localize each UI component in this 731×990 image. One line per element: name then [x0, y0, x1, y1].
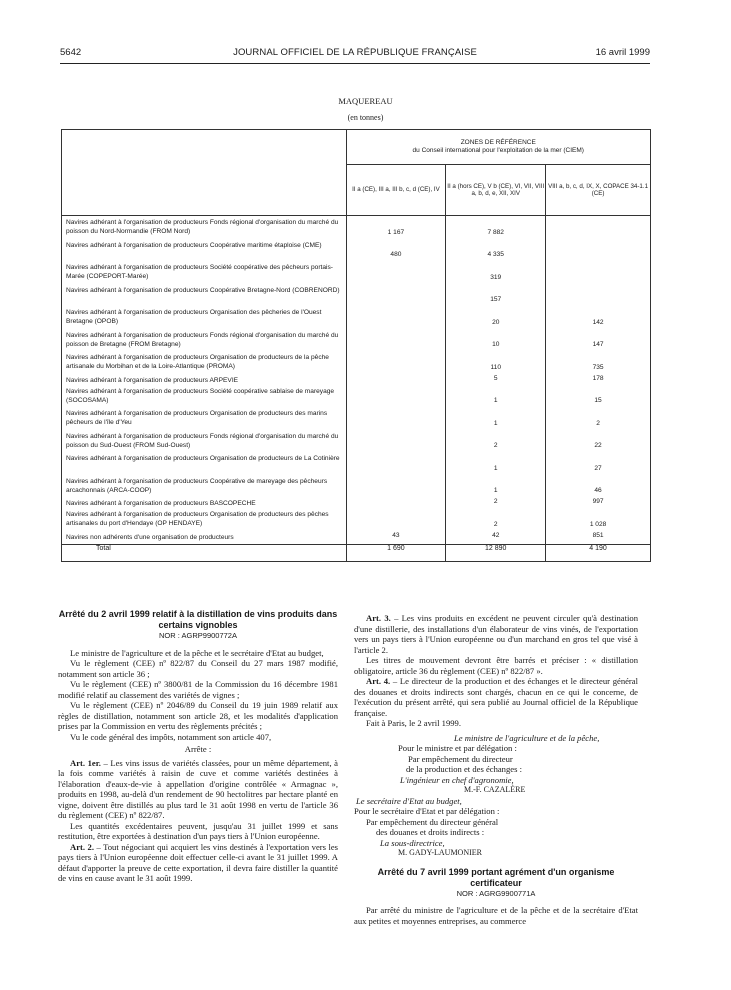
row-label: Navires adhérant à l'organisation de producteurs Coopérative de mareyage des pêcheurs arcachonnais (ARCA-COOP) [66, 477, 328, 494]
signature-line: Pour le ministre et par délégation : [398, 743, 517, 753]
article-2 [58, 842, 338, 884]
date-line: Fait à Paris, le 2 avril 1999. [366, 718, 461, 728]
article-text: – Les vins produits en excédent ne peuvent circuler qu'à destination d'une distillerie, des installations d'un élaborateur de vins vinés, de l'exportation vers un pays tiers à l'Union européenne ou d'un marchand en gros tel que visé à l'article 2. [354, 613, 638, 655]
total-label: Total [62, 544, 347, 561]
table-title: MAQUEREAU [338, 96, 393, 106]
row-label: Navires adhérant à l'organisation de producteurs Fonds régional d'organisation du marché du poisson du Sud-Ouest (FROM Sud-Ouest) [66, 432, 339, 449]
zone-title: ZONES DE RÉFÉRENCE [460, 139, 536, 146]
signatory-name: M.-F. CAZALÈRE [464, 785, 526, 794]
row-value [347, 430, 446, 453]
row-label: Navires adhérant à l'organisation de producteurs Fonds régional d'organisation du marché du poisson du Nord-Normandie (FROM Nord) [66, 219, 339, 235]
paragraph: Les quantités excédentaires peuvent, jusqu'au 31 juillet 1999 et sans restitution, être exportées à destination d'un pays tiers à l'Union européenne. [58, 820, 338, 841]
row-label: Navires adhérant à l'organisation de producteurs Organisation de producteurs de la pêche artisanale du Morbihan et de la Loire-Atlantique (PROMA) [66, 354, 329, 370]
arrete-heading: Arrête : [184, 744, 212, 754]
paragraph: Par arrêté du ministre de l'agriculture et de la pêche et de la secrétaire d'Etat aux petites et moyennes entreprises, au commerce [354, 905, 638, 926]
row-labels [62, 216, 347, 545]
nor-reference: NOR : AGRG9900771A [456, 888, 536, 898]
row-value: 2 [493, 520, 498, 528]
column-values-3 [546, 216, 651, 545]
row-value [347, 497, 446, 508]
signature-line: L'ingénieur en chef d'agronomie, [400, 774, 514, 785]
paragraph: Vu le règlement (CEE) nº 2046/89 du Conseil du 19 juin 1989 relatif aux règles de distillation, notamment son article 28, et les modalités d'application prises par la Commission en vertu des règlements précités ; [58, 700, 338, 731]
row-value [347, 351, 446, 374]
row-value: 2 [493, 498, 498, 505]
row-value: 46 [594, 487, 602, 494]
row-value: 20 [492, 318, 500, 326]
row-value [347, 407, 446, 430]
row-value [546, 284, 650, 307]
decree-title: Arrêté du 2 avril 1999 relatif à la distillation de vins produits dans certains vignobles [58, 609, 338, 630]
row-value: 480 [390, 251, 402, 258]
row-value [347, 385, 446, 408]
row-value: 7 882 [487, 228, 504, 236]
row-label: Navires adhérant à l'organisation de producteurs Organisation de producteurs des marins pêcheurs de l'île d'Yeu [66, 410, 328, 426]
row-value: 851 [592, 531, 604, 539]
column-header: II a (hors CE), V b (CE), VI, VII, VIII a, b, d, e, XII, XIV [446, 165, 546, 216]
row-value: 997 [592, 498, 604, 505]
row-value: 27 [594, 464, 602, 472]
column-values-2 [446, 216, 546, 545]
row-value: 1 [493, 397, 498, 404]
total-value: 12 890 [446, 544, 546, 561]
article-text: – Les vins issus de variétés classées, pour un même département, à la fois comme variétés à raisin de cuve et comme variétés destinées à l'élaboration d'eaux-de-vie à appellation d'origine contrôlée « Armagnac », produits en 1998, au-delà d'un rendement de 90 hectolitres par hectare planté en vigne, doivent être distillés au plus tard le 31 août 1998 en vertu de l'article 36 du règlement (CEE) nº 822/87. [58, 757, 338, 820]
row-value [347, 452, 446, 475]
row-value [347, 284, 446, 307]
row-value [347, 329, 446, 352]
row-label: Navires adhérant à l'organisation de producteurs Organisation de producteurs des pêches artisanales du port d'Hendaye (OP HENDAYE) [66, 511, 329, 527]
total-row [62, 544, 651, 561]
row-value [347, 261, 446, 284]
row-label: Navires adhérant à l'organisation de producteurs Coopérative maritime étaploise (CME) [66, 241, 322, 249]
total-value: 1 690 [346, 544, 446, 561]
article-text: – Le directeur de la production et des échanges et le directeur général des douanes et droits indirects sont chargés, chacun en ce qui le concerne, de l'exécution du présent arrêté, qui sera publié au Journal officiel de la République française. [354, 676, 638, 718]
paragraph: Vu le règlement (CEE) nº 822/87 du Conseil du 27 mars 1987 modifié, notamment son article 36 ; [58, 658, 338, 679]
row-label: Navires non adhérents d'une organisation de producteurs [66, 533, 234, 541]
row-value [347, 508, 446, 531]
row-label: Navires adhérant à l'organisation de producteurs Organisation des pêcheries de l'Ouest Bretagne (OPOB) [66, 309, 322, 325]
signature-line: Le ministre de l'agriculture et de la pêche, [454, 732, 600, 743]
signature-line: Le secrétaire d'Etat au budget, [356, 795, 462, 806]
row-value: 5 [493, 374, 498, 382]
signature-line: La sous-directrice, [380, 837, 445, 848]
row-value: 1 028 [589, 520, 607, 528]
article-1 [58, 758, 338, 821]
paragraph: Les titres de mouvement devront être barrés et préciser : « distillation obligatoire, article 36 du règlement (CEE) nº 822/87 ». [354, 655, 638, 676]
total-value: 4 190 [546, 544, 651, 561]
row-label: Navires adhérant à l'organisation de producteurs Organisation de producteurs de La Cotinière [66, 455, 340, 462]
article-label: Art. 1er. [70, 757, 101, 768]
row-value: 142 [592, 318, 604, 326]
paragraph: Vu le règlement (CEE) nº 3800/81 de la Commission du 16 décembre 1981 modifié relatif au classement des variétés de vignes ; [58, 679, 338, 700]
row-value [347, 374, 446, 385]
row-value [546, 239, 650, 262]
row-value: 735 [592, 363, 604, 371]
row-value [347, 306, 446, 329]
row-value: 42 [492, 531, 500, 539]
left-column [58, 609, 338, 884]
journal-title: JOURNAL OFFICIEL DE LA RÉPUBLIQUE FRANÇAISE [233, 47, 477, 58]
row-value: 319 [490, 273, 502, 281]
article-label: Art. 4. [366, 676, 391, 686]
row-value: 43 [392, 531, 400, 539]
row-value: 1 [493, 464, 498, 472]
nor-reference: NOR : AGRP9900772A [159, 631, 237, 640]
row-value [546, 261, 650, 284]
row-label: Navires adhérant à l'organisation de producteurs BASCOPECHE [66, 500, 256, 507]
row-label: Navires adhérant à l'organisation de producteurs Coopérative Bretagne-Nord (COBRENORD) [66, 286, 340, 294]
row-value: 178 [592, 374, 604, 382]
article-label: Art. 3. [366, 613, 391, 623]
row-value: 2 [493, 442, 498, 449]
row-value: 1 [493, 487, 498, 494]
zone-subtitle: du Conseil international pour l'exploitation de la mer (CIEM) [412, 147, 584, 154]
issue-date: 16 avril 1999 [595, 47, 650, 58]
table-unit: (en tonnes) [347, 113, 384, 122]
row-label: Navires adhérant à l'organisation de producteurs Fonds régional d'organisation du marché du poisson de Bretagne (FROM Bretagne) [66, 331, 339, 348]
article-label: Art. 2. [70, 841, 94, 852]
row-value: 10 [492, 341, 500, 348]
zone-header [346, 130, 650, 165]
column-values-1 [346, 216, 446, 545]
row-value: 22 [594, 442, 602, 449]
row-value: 1 [493, 419, 498, 427]
signature-line: Par empêchement du directeur [408, 753, 513, 764]
row-label: Navires adhérant à l'organisation de producteurs ARPEVIE [66, 376, 239, 384]
paragraph: Le ministre de l'agriculture et de la pêche et le secrétaire d'Etat au budget, [70, 647, 324, 658]
right-column [354, 613, 638, 926]
article-4 [354, 676, 638, 718]
row-value: 4 335 [487, 251, 504, 258]
paragraph: Vu le code général des impôts, notamment son article 407, [70, 731, 272, 742]
quota-table [61, 129, 651, 562]
signature-line: Par empêchement du directeur général [366, 816, 499, 827]
row-label: Navires adhérant à l'organisation de producteurs Société coopérative des pêcheurs portais-Marée (COPEPORT-Marée) [66, 264, 333, 280]
table-stub-header [62, 130, 347, 216]
row-value: 1 167 [387, 228, 405, 236]
row-value: 110 [490, 363, 501, 371]
row-value: 15 [594, 397, 602, 404]
row-value: 147 [592, 341, 604, 348]
column-header: VIII a, b, c, d, IX, X, COPACE 34-1.1 (CE) [546, 165, 651, 216]
row-value [347, 475, 446, 498]
column-header: II a (CE), III a, III b, c, d (CE), IV [346, 165, 446, 216]
row-label: Navires adhérant à l'organisation de producteurs Société coopérative sablaise de mareyage (SOCOSAMA) [66, 387, 335, 404]
article-text: – Tout négociant qui acquiert les vins destinés à l'exportation vers les pays tiers à l'Union européenne doit effectuer celle-ci avant le 31 juillet 1999. A défaut d'apporter la preuve de cette exportation, il devra faire distiller la quantité de vins en cause avant le 31 août 1999. [58, 841, 338, 883]
signature-line: Pour le secrétaire d'Etat et par délégation : [354, 806, 500, 816]
signatory-name: M. GADY-LAUMONIER [398, 848, 482, 857]
page-header [60, 47, 650, 64]
article-3 [354, 613, 638, 655]
signature-line: de la production et des échanges : [406, 764, 522, 774]
row-value: 157 [490, 296, 502, 303]
row-value [546, 216, 650, 239]
decree-title: Arrêté du 7 avril 1999 portant agrément d'un organisme certificateur [377, 866, 615, 888]
signature-line: des douanes et droits indirects : [376, 827, 485, 837]
row-value: 2 [596, 419, 600, 427]
page-number: 5642 [60, 47, 82, 58]
